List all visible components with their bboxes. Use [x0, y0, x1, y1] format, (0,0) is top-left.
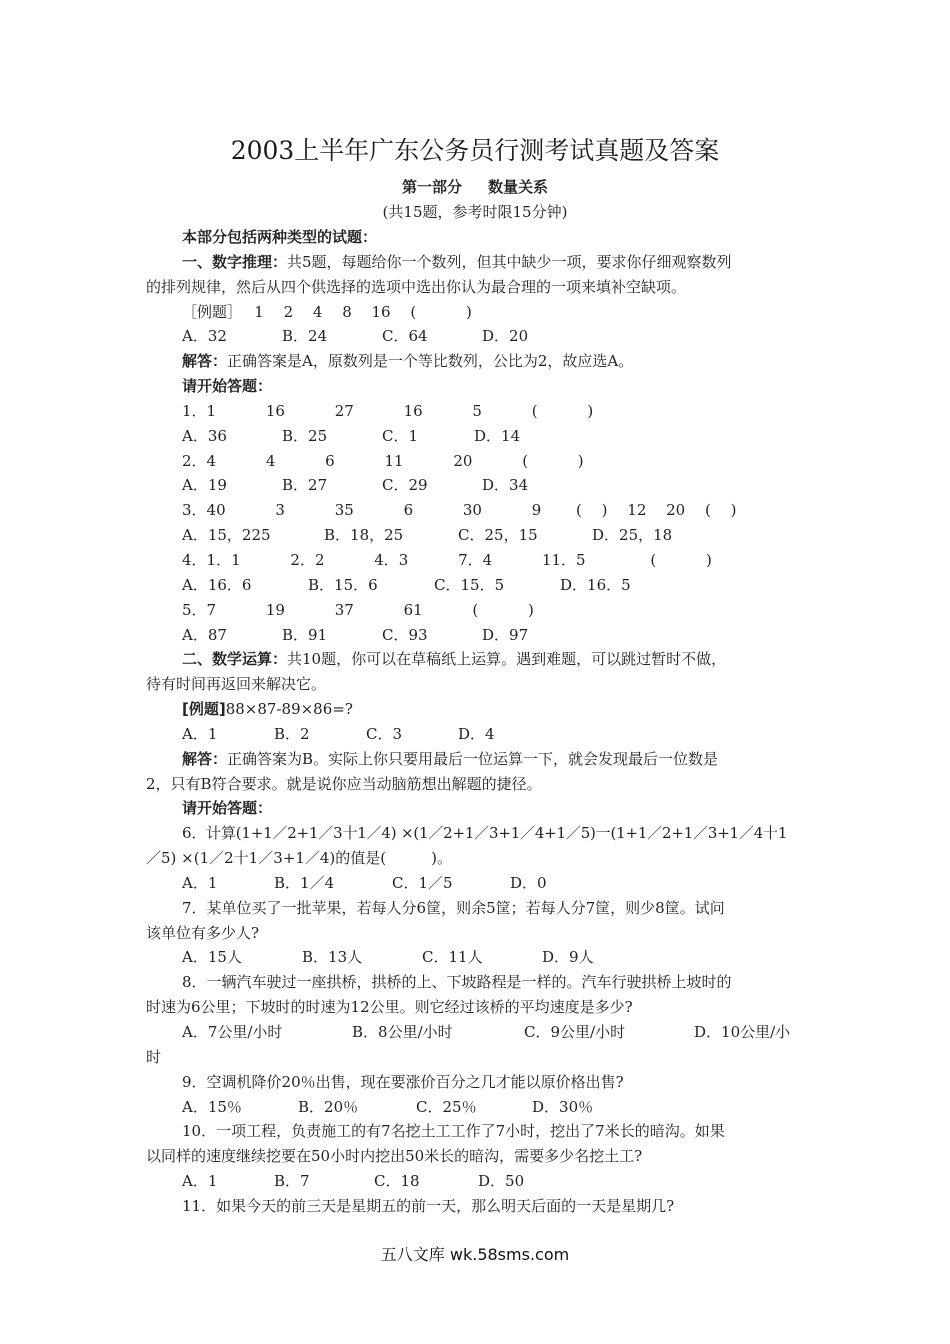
option: C．29: [382, 476, 428, 495]
intro-line: 本部分包括两种类型的试题：: [182, 228, 378, 246]
question-line: 6．计算(1+1／2+1／3十1／4) ×(1／2+1／3+1／4+1／5)一(1+1／2+1／3+1／4十1: [182, 824, 788, 843]
option: A．1: [182, 873, 218, 892]
section-heading-line: [146, 250, 808, 275]
option: C．9公里/小时: [524, 1023, 626, 1041]
text-line: 时: [146, 1047, 162, 1066]
option-line: [146, 1169, 808, 1194]
option: B．91: [282, 625, 328, 644]
question-line: 3．40 3 35 6 30 9 ( ) 12 20 ( ): [182, 501, 737, 520]
text-line: 的排列规律，然后从四个供选择的选项中选出你认为最合理的一项来填补空缺项。: [146, 277, 687, 296]
option-line: [146, 573, 808, 598]
option: C．25％: [416, 1097, 477, 1116]
question-line: 8．一辆汽车驶过一座拱桥，拱桥的上、下坡路程是一样的。汽车行驶拱桥上坡时的: [182, 973, 732, 992]
option: A．15％: [182, 1097, 242, 1116]
option: D．50: [478, 1172, 525, 1191]
answer-text: 正确答案是A，原数列是一个等比数列，公比为2，故应选A。: [227, 352, 634, 371]
part-label: 第一部分: [401, 178, 462, 196]
page-footer: 五八文库 wk.58sms.com: [380, 1245, 570, 1264]
option: B．13人: [302, 948, 363, 967]
option: A．36: [182, 426, 227, 445]
text-line: 以同样的速度继续挖要在50小时内挖出50米长的暗沟，需要多少名挖土工?: [146, 1147, 643, 1166]
section-heading-line: [146, 647, 808, 672]
answer-line: [146, 747, 808, 772]
option: A．7公里/小时: [182, 1023, 283, 1041]
option: A．15人: [182, 948, 242, 967]
start-prompt: 请开始答题：: [182, 799, 273, 818]
answer-text: 正确答案为B。实际上你只要用最后一位运算一下，就会发现最后一位数是: [227, 749, 719, 768]
text-line: 待有时间再返回来解决它。: [146, 675, 327, 694]
text-line: 该单位有多少人?: [146, 923, 260, 942]
question-line: 5．7 19 37 61 ( ): [182, 600, 534, 619]
question-line: 10．一项工程，负责施工的有7名挖土工工作了7小时，挖出了7米长的暗沟。如果: [182, 1122, 725, 1141]
answer-label: 解答：: [182, 352, 228, 371]
option: A．15，225: [182, 526, 271, 545]
part-name: 数量关系: [488, 178, 549, 196]
start-prompt: 请开始答题：: [182, 377, 273, 396]
option: C．11人: [422, 948, 483, 967]
option: B．18，25: [324, 526, 404, 545]
document-title: 2003上半年广东公务员行测考试真题及答案: [230, 136, 720, 165]
question-line: 2．4 4 6 11 20 ( ): [182, 451, 584, 470]
option: D．34: [482, 476, 529, 495]
answer-line: [146, 349, 808, 374]
option: B．15．6: [308, 575, 378, 594]
option: D．4: [458, 724, 495, 743]
option: D．30％: [532, 1097, 594, 1116]
answer-label: 解答：: [182, 749, 228, 768]
option-line: [146, 1095, 808, 1120]
option: D．25，18: [592, 526, 673, 545]
option-line: [146, 473, 808, 498]
part-note: (共15题，参考时限15分钟): [382, 203, 568, 221]
section-text: 共10题，你可以在草稿纸上运算。遇到难题，可以跳过暂时不做，: [287, 650, 727, 669]
option: D．97: [482, 625, 529, 644]
text-line: 时速为6公里；下坡时的时速为12公里。则它经过该桥的平均速度是多少?: [146, 998, 633, 1017]
example-line: ［例题］ 1 2 4 8 16 ( ): [182, 302, 472, 321]
option: C．25，15: [458, 526, 538, 545]
option: B．27: [282, 476, 328, 495]
question-line: 7．某单位买了一批苹果，若每人分6筐，则余5筐；若每人分7筐，则少8筐。试问: [182, 898, 725, 917]
option: A．1: [182, 1172, 218, 1191]
option: C．93: [382, 625, 428, 644]
option: B．7: [274, 1172, 310, 1191]
option-line: [146, 945, 808, 970]
option-line: [146, 1020, 808, 1045]
question-line: 9．空调机降价20％出售，现在要涨价百分之几才能以原价格出售?: [182, 1072, 624, 1091]
option: D．14: [474, 426, 521, 445]
option: C．1: [382, 426, 419, 445]
section-heading: 一、数字推理：: [182, 252, 288, 271]
example-label: [例题]: [182, 700, 226, 719]
option-line: [146, 623, 808, 648]
option: D．10公里/小: [694, 1023, 791, 1041]
option: A．16．6: [182, 575, 252, 594]
option: C．64: [382, 327, 428, 346]
option: B．24: [282, 327, 328, 346]
question-line: 4．1．1 2．2 4．3 7．4 11．5 ( ): [182, 550, 712, 569]
option-line: [146, 424, 808, 449]
part-heading: [0, 176, 950, 198]
option: D．20: [482, 327, 529, 346]
option: A．32: [182, 327, 227, 346]
option: D．0: [510, 873, 547, 892]
option: C．18: [374, 1172, 420, 1191]
option: B．20％: [298, 1097, 359, 1116]
text-line: 2，只有B符合要求。就是说你应当动脑筋想出解题的捷径。: [146, 774, 542, 793]
option: C．1／5: [392, 873, 453, 892]
question-line: 1．1 16 27 16 5 ( ): [182, 401, 594, 420]
option: D．9人: [542, 948, 594, 967]
option: B．1／4: [274, 873, 335, 892]
option: C．3: [366, 724, 403, 743]
option: B．25: [282, 426, 328, 445]
question-line: 11．如果今天的前三天是星期五的前一天，那么明天后面的一天是星期几?: [182, 1196, 675, 1215]
option: B．8公里/小时: [352, 1023, 453, 1041]
section-heading: 二、数学运算：: [182, 650, 288, 669]
example-text: 88×87-89×86=?: [225, 700, 353, 719]
option: A．87: [182, 625, 227, 644]
option: B．2: [274, 724, 310, 743]
option-line: [146, 324, 808, 349]
example-line: [146, 697, 808, 722]
option-line: [146, 722, 808, 747]
document-body: [146, 225, 808, 1219]
option: A．1: [182, 724, 218, 743]
option-line: [146, 871, 808, 896]
text-line: ／5) ×(1／2十1／3+1／4)的值是( )。: [146, 849, 452, 868]
option: D．16．5: [560, 575, 631, 594]
section-text: 共5题，每题给你一个数列，但其中缺少一项，要求你仔细观察数列: [287, 252, 732, 271]
option: C．15．5: [434, 575, 505, 594]
option: A．19: [182, 476, 227, 495]
option-line: [146, 523, 808, 548]
